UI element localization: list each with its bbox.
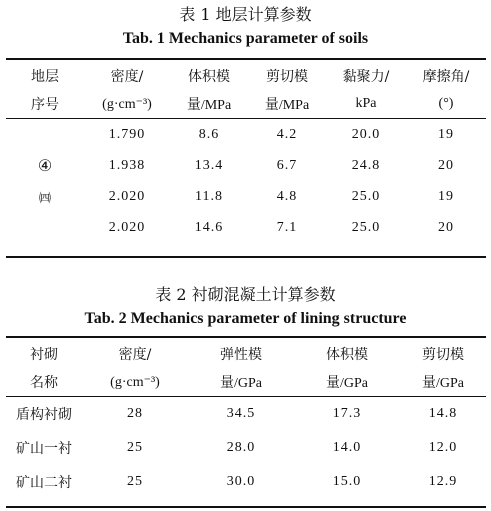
table1-header-cell: 序号	[31, 97, 59, 113]
table-cell: 28	[127, 406, 143, 421]
table-cell: 20.0	[351, 126, 381, 142]
table-cell: 19	[438, 188, 454, 204]
table1-caption-cn: 表 1 地层计算参数	[179, 5, 312, 24]
table-cell: 12.9	[428, 474, 458, 489]
table-row	[6, 465, 486, 499]
table-cell: 25.0	[351, 188, 381, 204]
table1-header-cell: (°)	[438, 96, 454, 111]
table2-bottom-rule	[6, 506, 486, 508]
table-cell: 17.3	[332, 406, 362, 421]
table-cell: 7.1	[276, 219, 298, 235]
table2	[6, 340, 486, 499]
table-cell: 20	[438, 157, 454, 173]
table-cell: 12.0	[428, 440, 458, 455]
table1-header-cell: 摩擦角/	[422, 69, 470, 85]
table-row	[6, 397, 486, 432]
table-cell: 14.0	[332, 440, 362, 455]
table1-header-cell: 黏聚力/	[342, 69, 390, 85]
table2-header-cell: 弹性模	[220, 347, 262, 363]
table2-header-cell: 剪切模	[422, 347, 464, 363]
table-cell: 20	[438, 219, 454, 235]
table2-caption-en: Tab. 2 Mechanics parameter of lining structure	[84, 310, 407, 327]
table2-caption-cn: 表 2 衬砌混凝土计算参数	[155, 285, 336, 304]
table-cell: 14.6	[194, 219, 224, 235]
table-cell: 34.5	[226, 406, 256, 421]
table2-header-cell: 体积模	[326, 347, 368, 363]
table2-header-row-2	[6, 368, 486, 396]
table1-caption-en: Tab. 1 Mechanics parameter of soils	[122, 30, 369, 47]
table-cell: 14.8	[428, 406, 458, 421]
table-cell: 4.2	[276, 126, 298, 142]
table1-header-row-2	[6, 90, 486, 118]
table-row	[6, 431, 486, 465]
table1-header-cell: 密度/	[110, 69, 144, 85]
layer-id-circled: ④	[37, 156, 53, 175]
table-cell: 28.0	[226, 440, 256, 455]
table2-header-cell: 密度/	[118, 347, 152, 363]
table-cell: 盾构衬砌	[16, 407, 72, 423]
table-cell: 6.7	[276, 157, 298, 173]
table-cell: 25.0	[351, 219, 381, 235]
table-cell: 24.8	[351, 157, 381, 173]
table-cell: 2.020	[108, 219, 146, 235]
table1-header-cell: 量/MPa	[264, 98, 310, 113]
table1-header-cell: (g·cm⁻³)	[102, 96, 152, 112]
table-cell: 11.8	[195, 188, 223, 204]
table1	[6, 62, 486, 243]
table-cell: 15.0	[332, 474, 362, 489]
table1-top-rule	[6, 58, 486, 60]
table-cell: 1.790	[108, 126, 146, 142]
table1-header-cell: 地层	[31, 69, 59, 85]
table-cell: 4.8	[276, 188, 298, 204]
layer-id-cell	[6, 119, 84, 244]
table1-header-row-1	[6, 62, 486, 90]
table2-header-cell: 量/GPa	[422, 376, 464, 391]
table1-header-cell: kPa	[355, 96, 377, 111]
layer-id-sub: ㈣	[38, 191, 51, 205]
table2-header-cell: 衬砌	[30, 347, 58, 363]
table2-top-rule	[6, 336, 486, 338]
table1-header-cell: 体积模	[188, 69, 230, 85]
table2-header-cell: 名称	[30, 375, 58, 391]
table2-header-cell: (g·cm⁻³)	[110, 374, 160, 390]
table-cell: 25	[127, 440, 143, 455]
table-cell: 矿山一衬	[16, 441, 72, 457]
table-cell: 2.020	[108, 188, 146, 204]
table-cell: 25	[127, 474, 143, 489]
table-cell: 30.0	[226, 474, 256, 489]
table-cell: 矿山二衬	[16, 475, 72, 491]
table2-header-cell: 量/GPa	[326, 376, 368, 391]
table2-header-row-1	[6, 340, 486, 368]
table-row	[6, 119, 486, 151]
table-cell: 8.6	[198, 126, 220, 142]
table-cell: 1.938	[108, 157, 146, 173]
table1-bottom-rule	[6, 256, 486, 258]
table-cell: 13.4	[194, 157, 224, 173]
table1-header-cell: 量/MPa	[186, 98, 232, 113]
table1-header-cell: 剪切模	[266, 69, 308, 85]
table-cell: 19	[438, 126, 454, 142]
table2-header-cell: 量/GPa	[220, 376, 262, 391]
